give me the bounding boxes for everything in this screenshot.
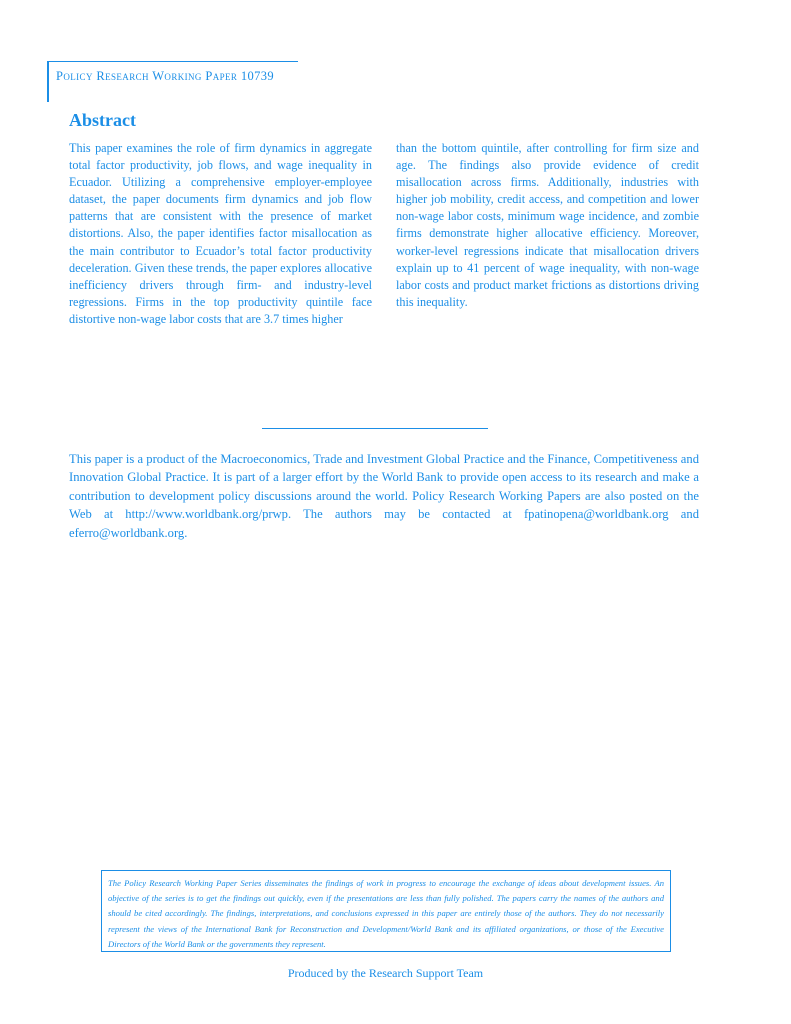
disclaimer-text: The Policy Research Working Paper Series disseminates the findings of work in progress to encourage the exchange of ideas about development issues. An objective of the series is to get the findings out quickly, even if the presentations are less than fully polished. The papers carry the names of the authors and should be cited accordingly. The findings, interpretations, and conclusions expressed in this paper are entirely those of the authors. They do not necessarily represent the views of the International Bank for Reconstruction and Development/World Bank and its affiliated organizations, or those of the Executive Directors of the World Bank or the governments they represent. bbox=[108, 878, 664, 949]
abstract-column-right: than the bottom quintile, after controlling for firm size and age. The findings also provide evidence of credit misallocation across firms. Additionally, industries with higher job mobility, credit access, and competition and lower non-wage labor costs, minimum wage incidence, and zombie firms demonstrate higher allocative efficiency. Moreover, worker-level regressions indicate that misallocation drivers explain up to 41 percent of wage inequality, with non-wage labor costs and product market frictions as distortions driving this inequality. bbox=[396, 141, 699, 309]
produced-by-footer: Produced by the Research Support Team bbox=[287, 966, 484, 980]
header-rule-left bbox=[47, 61, 49, 102]
header-rule-top bbox=[47, 61, 298, 62]
series-title: Policy Research Working Paper 10739 bbox=[56, 69, 275, 83]
section-divider bbox=[262, 428, 488, 429]
abstract-column-left: This paper examines the role of firm dynamics in aggregate total factor productivity, job flows, and wage inequality in Ecuador. Utilizing a comprehensive employer-employee dataset, the paper documents firm dynamics and job flow patterns that are consistent with the presence of market distortions. Also, the paper identifies factor misallocation as the main contributor to Ecuador’s total factor productivity deceleration. Given these trends, the paper explores allocative inefficiency drivers through firm- and industry-level regressions. Firms in the top productivity quintile face distortive non-wage labor costs that are 3.7 times higher bbox=[69, 141, 372, 326]
disclaimer-box bbox=[101, 870, 671, 952]
about-paragraph: This paper is a product of the Macroeconomics, Trade and Investment Global Practice and the Finance, Competitiveness and Innovation Global Practice. It is part of a larger effort by the World Bank to provide open access to its research and make a contribution to development policy discussions around the world. Policy Research Working Papers are also posted on the Web at http://www.worldbank.org/prwp. The authors may be contacted at fpatinopena@worldbank.org and eferro@worldbank.org. bbox=[69, 452, 699, 540]
abstract-heading: Abstract bbox=[69, 110, 136, 130]
